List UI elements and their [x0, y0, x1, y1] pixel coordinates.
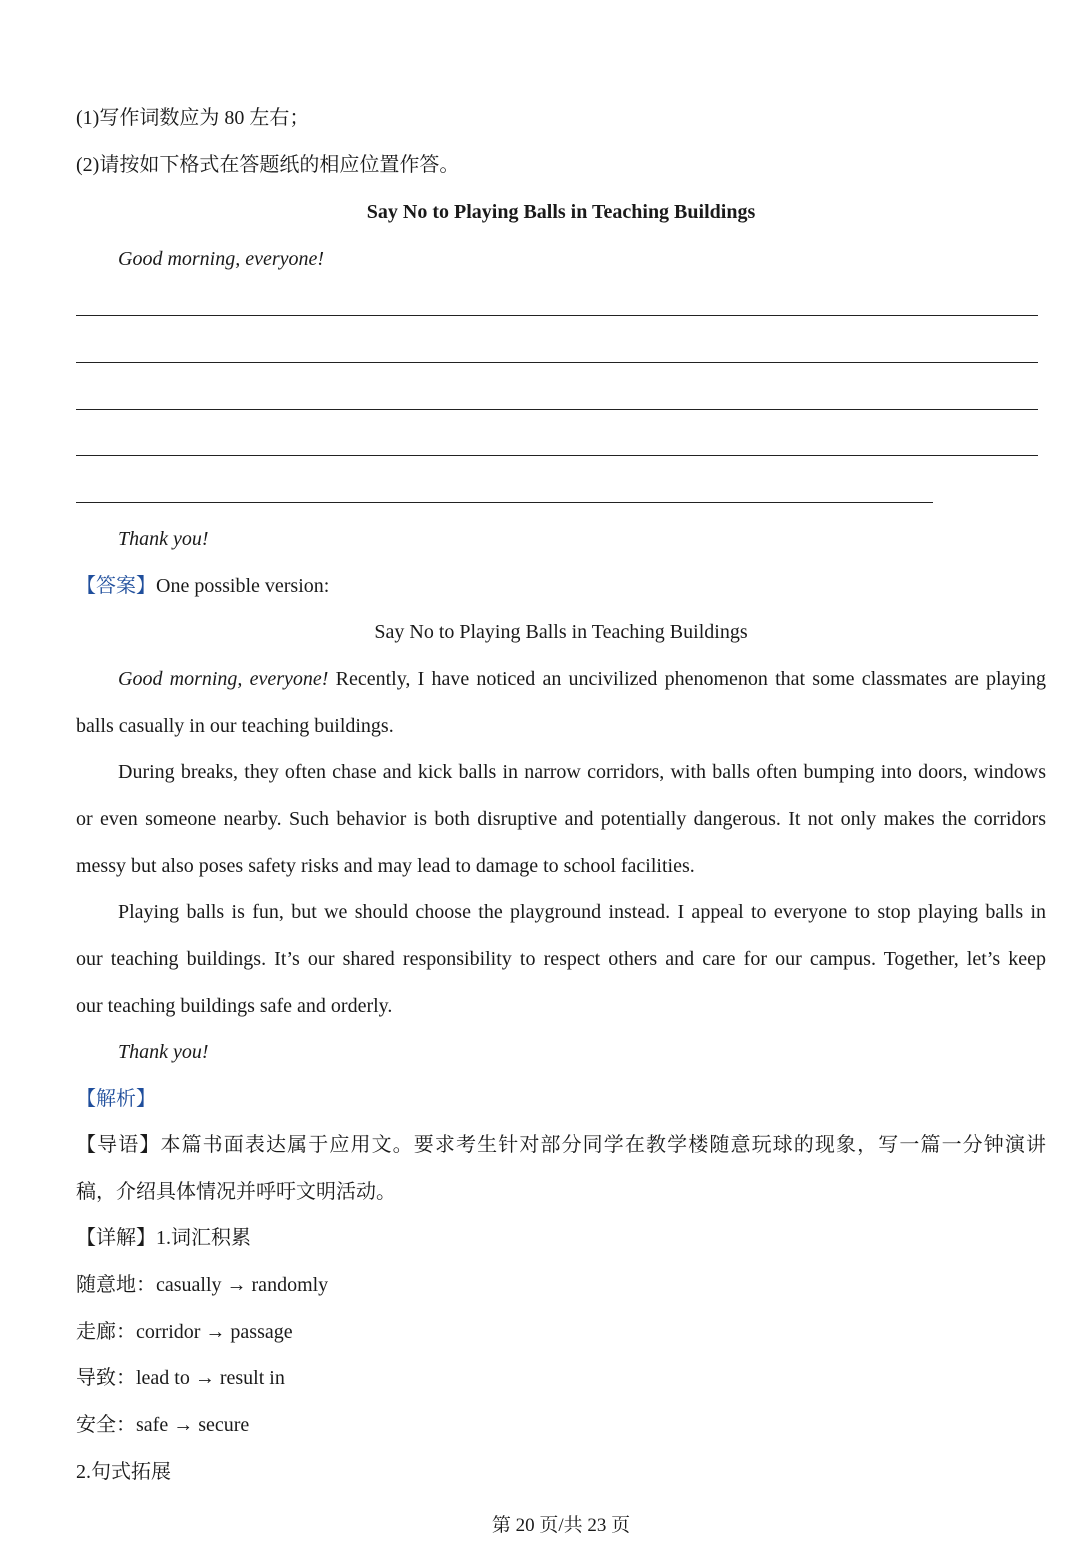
- answer-intro: One possible version:: [156, 575, 330, 597]
- answer-paragraph-1-line-2: balls casually in our teaching buildings.: [76, 715, 394, 737]
- answer-paragraph-3-line-2: our teaching buildings. It’s our shared responsibility to respect others and care for our campus. Together, let’s keep: [76, 948, 1046, 970]
- answer-paragraph-2-line-1: During breaks, they often chase and kick balls in narrow corridors, with balls often bumping into doors, windows: [118, 761, 1046, 783]
- answer-greeting: Good morning, everyone!: [118, 668, 329, 690]
- answer-tag: 【答案】: [76, 575, 156, 597]
- page-number: 第 20 页/共 23 页: [491, 1515, 631, 1536]
- vocab-item-3: 导致：lead to → result in: [76, 1367, 285, 1389]
- answer-blank-line-4: [76, 455, 1038, 456]
- vocab-item-1: 随意地：casually → randomly: [76, 1274, 329, 1296]
- answer-paragraph-1-rest: Recently, I have noticed an uncivilized phenomenon that some classmates are playing: [328, 668, 1047, 690]
- analysis-detail: [76, 1228, 251, 1248]
- answer-paragraph-2-line-3: messy but also poses safety risks and may lead to damage to school facilities.: [76, 855, 695, 877]
- answer-blank-line-3: [76, 409, 1038, 410]
- answer-blank-line-2: [76, 362, 1038, 363]
- prompt-greeting: Good morning, everyone!: [118, 248, 325, 270]
- answer-paragraph-3-line-3: our teaching buildings safe and orderly.: [76, 995, 393, 1017]
- analysis-guide-text: 本篇书面表达属于应用文。要求考生针对部分同学在教学楼随意玩球的现象，写一篇一分钟演讲: [160, 1134, 1047, 1156]
- analysis-detail-heading: 1.词汇积累: [156, 1227, 251, 1249]
- analysis-detail-tag: 【详解】: [76, 1227, 156, 1249]
- analysis-section-2-heading: 2.句式拓展: [76, 1461, 171, 1483]
- answer-paragraph-1-line-1: [118, 669, 1046, 689]
- analysis-guide-line-2: 稿，介绍具体情况并呼吁文明活动。: [76, 1181, 396, 1203]
- answer-title: Say No to Playing Balls in Teaching Buildings: [374, 621, 748, 643]
- answer-paragraph-3-line-1: Playing balls is fun, but we should choose the playground instead. I appeal to everyone to stop playing balls in: [118, 901, 1046, 923]
- analysis-tag: 【解析】: [76, 1088, 156, 1110]
- answer-heading: [76, 576, 329, 596]
- requirement-2: (2)请按如下格式在答题纸的相应位置作答。: [76, 154, 460, 176]
- answer-blank-line-5: [76, 502, 933, 503]
- prompt-closing: Thank you!: [118, 528, 209, 550]
- answer-closing: Thank you!: [118, 1041, 209, 1063]
- vocab-item-4: 安全：safe → secure: [76, 1414, 250, 1436]
- answer-paragraph-2-line-2: or even someone nearby. Such behavior is both disruptive and potentially dangerous. It not only makes the corridors: [76, 808, 1046, 830]
- requirement-1: (1)写作词数应为 80 左右；: [76, 107, 310, 129]
- analysis-guide-tag: 【导语】: [76, 1134, 161, 1156]
- analysis-guide-line-1: [76, 1135, 1046, 1155]
- prompt-title: Say No to Playing Balls in Teaching Buildings: [366, 201, 756, 223]
- answer-blank-line-1: [76, 315, 1038, 316]
- vocab-item-2: 走廊：corridor → passage: [76, 1321, 293, 1343]
